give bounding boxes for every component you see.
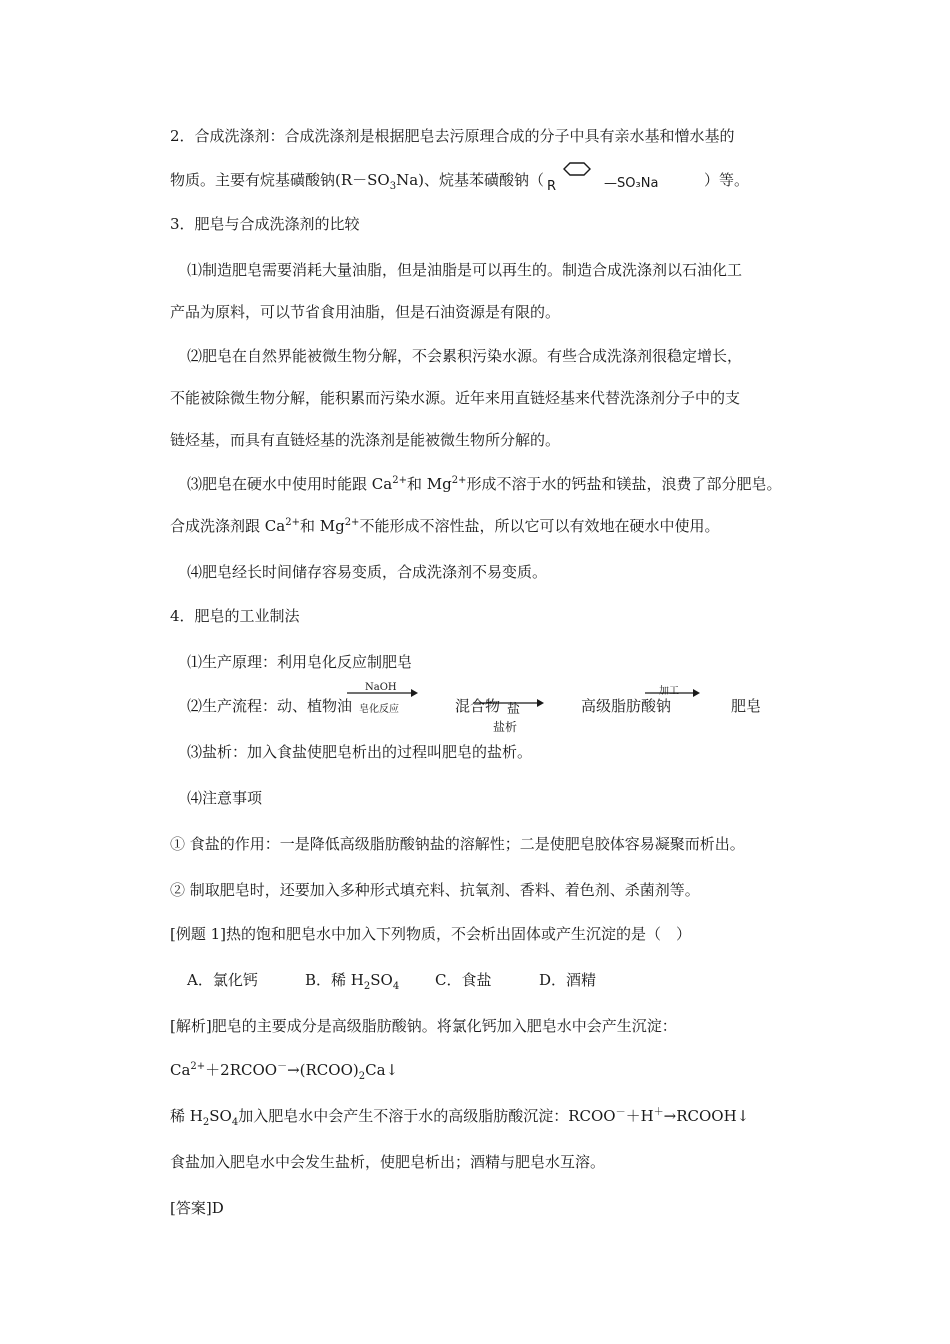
section3-p3-line2	[170, 516, 719, 536]
text: 和 Mg	[406, 475, 452, 493]
text: ⑶盐析：加入食盐使肥皂析出的过程叫肥皂的盐析。	[187, 743, 533, 761]
arrow2-condition: 盐析	[493, 720, 518, 734]
superscript: 2+	[451, 475, 467, 486]
section3-p2-line2	[170, 388, 740, 408]
section2-line1	[170, 126, 735, 146]
text: [例题 1]热的饱和肥皂水中加入下列物质，不会析出固体或产生沉淀的是（ ）	[170, 925, 692, 943]
text: ＋2RCOO	[205, 1061, 278, 1079]
example-options	[187, 970, 596, 990]
section4-p4-title	[187, 788, 262, 808]
subscript: 2	[358, 1071, 366, 1082]
section3-p1-line1	[187, 260, 742, 280]
text: ① 食盐的作用：一是降低高级脂肪酸钠盐的溶解性；二是使肥皂胶体容易凝聚而析出。	[170, 835, 745, 853]
analysis	[170, 1016, 677, 1036]
arrow-right-icon	[473, 698, 545, 708]
option-c: C．食盐	[435, 971, 492, 989]
text: 不能被除微生物分解，能积累而污染水源。近年来用直链烃基来代替洗涤剂分子中的支	[170, 389, 741, 407]
production-flow	[187, 682, 887, 736]
text: 物质。主要有烷基磺酸钠(R－SO	[170, 171, 390, 189]
arrow2-reagent: 盐	[507, 702, 521, 717]
option-a: A．氯化钙	[187, 971, 258, 989]
section3-p2-line3	[170, 430, 560, 450]
text: 不能形成不溶性盐，所以它可以有效地在硬水中使用。	[359, 517, 720, 535]
text: Na)、烷基苯磺酸钠（	[396, 171, 545, 189]
section4-p3	[187, 742, 532, 762]
flow-soap: 肥皂	[731, 697, 762, 715]
text: Ca	[170, 1061, 191, 1079]
section4-p1	[187, 652, 412, 672]
equation-2	[170, 1106, 749, 1126]
option-b	[305, 970, 435, 990]
text: ⑴制造肥皂需要消耗大量油脂，但是油脂是可以再生的。制造合成洗涤剂以石油化工	[187, 261, 743, 279]
equation-1	[170, 1060, 398, 1080]
text: 合成洗涤剂跟 Ca	[170, 517, 286, 535]
text: Ca↓	[365, 1061, 399, 1079]
superscript: 2+	[285, 517, 300, 528]
note-1	[170, 834, 745, 854]
option-d: D．酒精	[539, 971, 597, 989]
text: ⑵肥皂在自然界能被微生物分解，不会累积污染水源。有些合成洗涤剂很稳定增长，	[187, 347, 743, 365]
text: SO	[370, 971, 393, 989]
text: 2．合成洗涤剂：合成洗涤剂是根据肥皂去污原理合成的分子中具有亲水基和憎水基的	[170, 127, 735, 145]
arrow-right-icon	[347, 688, 419, 698]
text: ⑶肥皂在硬水中使用时能跟 Ca	[187, 475, 393, 493]
superscript: 2+	[344, 517, 360, 528]
text: 链烃基，而具有直链烃基的洗涤剂是能被微生物所分解的。	[170, 431, 561, 449]
text: 产品为原料，可以节省食用油脂，但是石油资源是有限的。	[170, 303, 561, 321]
alkylbenzene-sulfonate-formula	[544, 171, 704, 194]
section3-p3-line1	[187, 474, 781, 494]
text: [解析]肥皂的主要成分是高级脂肪酸钠。将氯化钙加入肥皂水中会产生沉淀：	[170, 1017, 677, 1035]
arrow-right-icon	[645, 688, 701, 698]
superscript: －	[615, 1107, 626, 1118]
superscript: ＋	[653, 1107, 664, 1118]
arrow1-condition: 皂化反应	[359, 704, 399, 715]
superscript: 2+	[190, 1061, 206, 1072]
superscript: 2+	[392, 475, 407, 486]
subscript: 2	[202, 1117, 210, 1128]
text: 食盐加入肥皂水中会发生盐析，使肥皂析出；酒精与肥皂水互溶。	[170, 1153, 606, 1171]
subscript: 3	[389, 181, 397, 192]
subscript: 4	[392, 981, 400, 992]
flow-sodium-salt: 高级脂肪酸钠	[581, 697, 672, 715]
text: ⑴生产原理：利用皂化反应制肥皂	[187, 653, 413, 671]
text: SO	[209, 1107, 232, 1125]
section4-title	[170, 606, 300, 626]
example-question	[170, 924, 691, 944]
text: ⑷肥皂经长时间储存容易变质，合成洗涤剂不易变质。	[187, 563, 548, 581]
subscript: 2	[363, 981, 371, 992]
flow-mixture: 混合物	[455, 697, 501, 715]
text: →RCOOH↓	[663, 1107, 750, 1125]
section3-p1-line2	[170, 302, 560, 322]
flow-label: ⑵生产流程：动、植物油	[187, 697, 353, 715]
text: →(RCOO)	[287, 1061, 359, 1079]
text: 形成不溶于水的钙盐和镁盐，浪费了部分肥皂。	[466, 475, 782, 493]
heading: 3．肥皂与合成洗涤剂的比较	[170, 215, 360, 233]
text: 和 Mg	[299, 517, 345, 535]
subscript: 4	[231, 1117, 239, 1128]
formula-so3na: —SO₃Na	[604, 176, 659, 191]
text: 加入肥皂水中会产生不溶于水的高级脂肪酸沉淀：RCOO	[238, 1107, 616, 1125]
section2-line2	[170, 170, 750, 194]
heading: ⑷注意事项	[187, 789, 263, 807]
text: ＋H	[625, 1107, 654, 1125]
note-2	[170, 880, 700, 900]
formula-r-group: R	[547, 179, 557, 194]
section3-title	[170, 214, 360, 234]
text: ② 制取肥皂时，还要加入多种形式填充料、抗氧剂、香料、着色剂、杀菌剂等。	[170, 881, 700, 899]
salt-explanation	[170, 1152, 605, 1172]
section3-p2-line1	[187, 346, 742, 366]
text: ）等。	[704, 171, 750, 189]
section3-p4	[187, 562, 547, 582]
heading: 4．肥皂的工业制法	[170, 607, 300, 625]
arrow3-process: 加工	[659, 686, 679, 697]
text: B．稀 H	[305, 971, 364, 989]
text: [答案]D	[170, 1199, 224, 1217]
answer	[170, 1198, 224, 1218]
arrow1-reagent: NaOH	[365, 682, 397, 693]
superscript: －	[277, 1061, 288, 1072]
text: 稀 H	[170, 1107, 203, 1125]
